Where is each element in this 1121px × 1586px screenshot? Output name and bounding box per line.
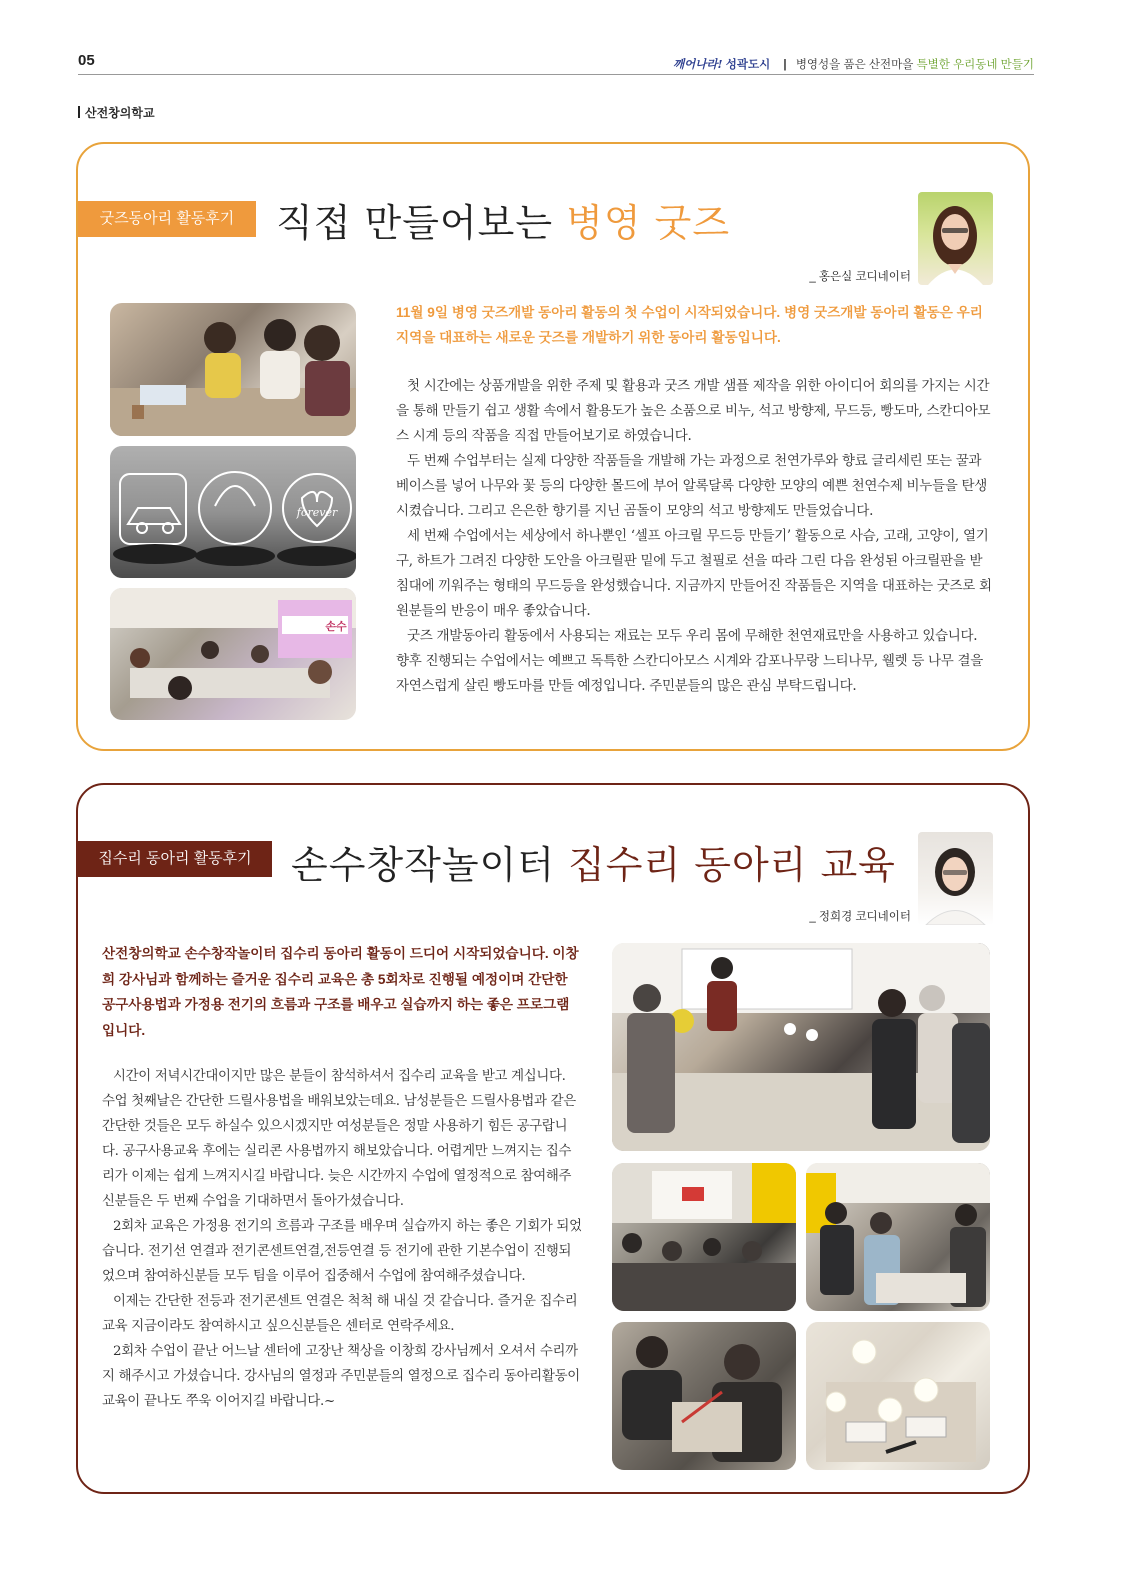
lamp-engraving-text: forever — [296, 506, 338, 519]
article1-paragraph: 두 번째 수업부터는 실제 다양한 작품들을 개발해 가는 과정으로 천연가루와 향료 글리세린 또는 꿀과 베이스를 넣어 나무와 꽃 등의 다양한 몰드에 부어 알록달록 다양한 모양의 예쁜 천연수제 비누들을 탄생시켰습니다. 그리고 은은한 향기를 지닌 곰돌이 모양의 석고 방향제도 만들었습니다. — [396, 453, 987, 519]
article2-paragraph: 2회차 교육은 가정용 전기의 흐름과 구조를 배우며 실습까지 하는 좋은 기회가 되었습니다. 전기선 연결과 전기콘센트연결,전등연결 등 전기에 관한 기본수업이 진행되었으며 참여하신분들 모두 팀을 이루어 집중해서 수업에 참여해주셨습니다. — [102, 1219, 582, 1284]
article1-lead: 11월 9일 병영 굿즈개발 동아리 활동의 첫 수업이 시작되었습니다. 병영 굿즈개발 동아리 활동은 우리 지역을 대표하는 새로운 굿즈를 개발하기 위한 동아리 활동입니다. — [396, 305, 983, 345]
goods-class-photo — [110, 303, 356, 436]
article1-title-main: 직접 만들어보는 — [276, 201, 554, 245]
article2-title-highlight: 집수리 동아리 교육 — [568, 843, 896, 887]
article2-paragraph: 2회차 수업이 끝난 어느날 센터에 고장난 책상을 이창희 강사님께서 오셔서 수리까지 해주시고 가셨습니다. 강사님의 열정과 주민분들의 열정으로 집수리 동아리활동이 교육이 끝나도 쭈욱 이어지길 바랍니다.~ — [102, 1344, 580, 1409]
acrylic-mood-lamp-photo — [110, 446, 356, 578]
article1-body — [396, 374, 993, 699]
section-bar — [78, 106, 80, 118]
banner-text: 손수 — [325, 620, 347, 633]
article2-paragraph: 시간이 저녁시간대이지만 많은 분들이 참석하셔서 집수리 교육을 받고 계십니다. 수업 첫째날은 간단한 드릴사용법을 배워보았는데요. 남성분들은 드릴사용법과 같은 간단한 것들은 모두 하실수 있으시겠지만 여성분들은 정말 사용하기 힘든 공구랍니다. 공구사용교육 후에는 실리콘 사용법까지 해보았습니다. 어렵게만 느껴지는 집수리가 이제는 쉽게 느껴지시길 바랍니다. 늦은 시간까지 수업에 열정적으로 참여해주신분들은 두 번째 수업을 기대하면서 돌아가셨습니다. — [102, 1069, 576, 1209]
home-repair-lecture-photo — [612, 943, 990, 1151]
article1-paragraph: 굿즈 개발동아리 활동에서 사용되는 재료는 모두 우리 몸에 무해한 천연재료만을 사용하고 있습니다. 향후 진행되는 수업에서는 예쁘고 독특한 스칸디아모스 시계와 감포나무랑 느티나무, 웰렛 등 나무 결을 자연스럽게 살린 빵도마를 만들 예정입니다. 주민분들의 많은 관심 부탁드립니다. — [396, 628, 984, 694]
page-number: 05 — [78, 52, 95, 69]
header-subtitle: 병영성을 품은 산전마을 — [795, 59, 914, 71]
magazine-header — [673, 56, 1034, 72]
article1-paragraph: 세 번째 수업에서는 세상에서 하나뿐인 ‘셀프 아크릴 무드등 만들기’ 활동으로 사슴, 고래, 고양이, 열기구, 하트가 그려진 다양한 도안을 아크릴판 밑에 두고 철필로 선을 따라 그린 다음 완성된 아크릴판을 받침대에 끼워주는 형태의 무드등을 완성했습니다. 지금까지 만들어진 작품들은 지역을 대표하는 굿즈로 회원분들의 반응이 매우 좋았습니다. — [396, 528, 992, 619]
light-bulb-circuit-photo — [806, 1322, 990, 1470]
author1-photo — [918, 192, 993, 285]
article1-label: 굿즈동아리 활동후기 — [78, 201, 256, 237]
article1-paragraph: 첫 시간에는 상품개발을 위한 주제 및 활용과 굿즈 개발 샘플 제작을 위한 아이디어 회의를 가지는 시간을 통해 만들기 쉽고 생활 속에서 활용도가 높은 소품으로 비누, 석고 방향제, 무드등, 빵도마, 스칸디아모스 시계 등의 작품을 직접 만들어보기로 하였습니다. — [396, 378, 991, 444]
author2-byline: _ 정희경 코디네이터 — [809, 911, 911, 923]
article2-label: 집수리 동아리 활동후기 — [78, 841, 272, 877]
magazine-logo-city: 성곽도시 — [725, 59, 771, 71]
magazine-logo-script: 깨어나라! — [673, 57, 723, 71]
article2-body — [102, 1064, 582, 1414]
author2-photo — [918, 832, 993, 925]
classroom-screen-photo — [612, 1163, 796, 1311]
article2-paragraph: 이제는 간단한 전등과 전기콘센트 연결은 척척 해 내실 것 같습니다. 즐거운 집수리교육 지금이라도 참여하시고 싶으신분들은 센터로 연락주세요. — [102, 1294, 578, 1334]
mood-lamp-class-photo — [110, 588, 356, 720]
article2-title — [291, 834, 896, 889]
article2-title-main: 손수창작놀이터 — [291, 843, 555, 887]
section-name: 산전창의학교 — [85, 106, 155, 120]
group-practice-photo — [806, 1163, 990, 1311]
section-tag — [78, 104, 155, 121]
author1-byline: _ 홍은실 코디네이터 — [809, 271, 911, 283]
article2-lead: 산전창의학교 손수창작놀이터 집수리 동아리 활동이 드디어 시작되었습니다. 이창희 강사님과 함께하는 즐거운 집수리 교육은 총 5회차로 진행될 예정이며 간단한 공구사용법과 가정용 전기의 흐름과 구조를 배우고 실습까지 하는 좋은 프로그램입니다. — [102, 946, 579, 1038]
article1-title-highlight: 병영 굿즈 — [566, 201, 731, 245]
article1-title — [276, 192, 730, 247]
header-subtitle-highlight: 특별한 우리동네 만들기 — [916, 59, 1034, 71]
header-separator: | — [783, 59, 787, 71]
wiring-practice-photo — [612, 1322, 796, 1470]
header-divider — [78, 74, 1034, 75]
